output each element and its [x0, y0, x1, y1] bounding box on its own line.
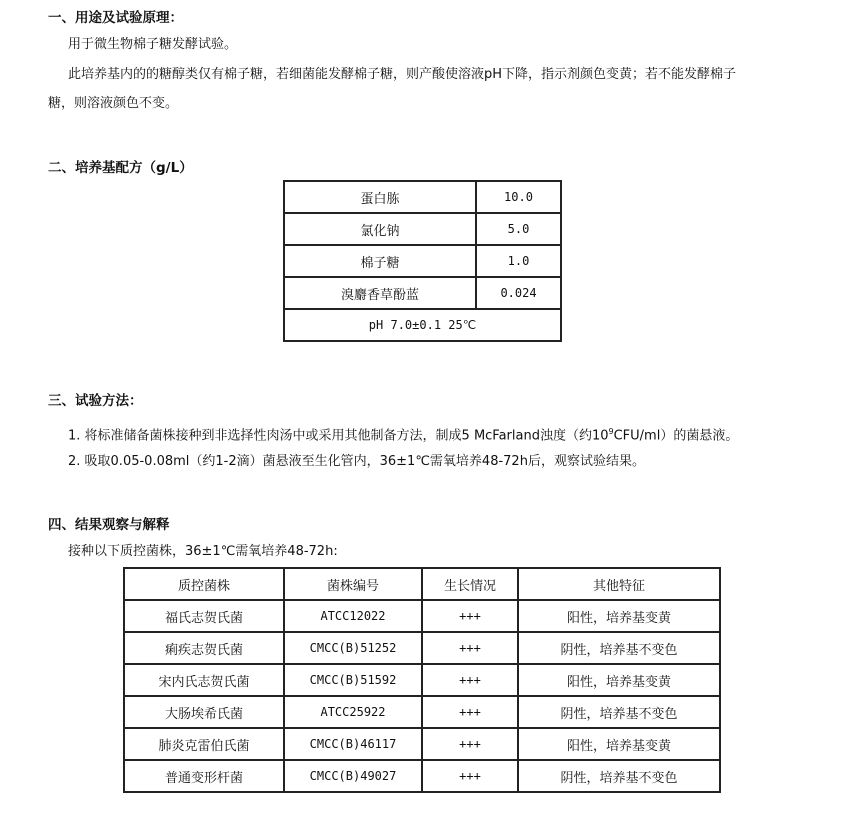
method-step-1-text-end: CFU/ml）的菌悬液。: [613, 428, 739, 444]
table-row: [124, 728, 720, 760]
section1-paragraph-2-line-2: 糖，则溶液颜色不变。: [48, 96, 179, 111]
growth: +++: [422, 728, 518, 760]
table-header-row: [124, 568, 720, 600]
characteristics: 阳性，培养基变黄: [518, 664, 720, 696]
table-row: [124, 696, 720, 728]
strain-name: 痢疾志贺氏菌: [124, 632, 284, 664]
quality-control-table: [123, 567, 721, 793]
characteristics: 阴性，培养基不变色: [518, 632, 720, 664]
strain-code: CMCC(B)49027: [284, 760, 422, 792]
section1-paragraph-2-line-1: 此培养基内的的糖醇类仅有棉子糖，若细菌能发酵棉子糖，则产酸使溶液pH下降，指示剂颜色变黄；若不能发酵棉子: [68, 67, 737, 82]
strain-name: 大肠埃希氏菌: [124, 696, 284, 728]
formula-row: [284, 181, 561, 213]
table-row: [124, 760, 720, 792]
column-header: 生长情况: [422, 568, 518, 600]
strain-name: 普通变形杆菌: [124, 760, 284, 792]
table-row: [124, 664, 720, 696]
formula-row: [284, 213, 561, 245]
method-step-1-text: 1. 将标准储备菌株接种到非选择性肉汤中或采用其他制备方法，制成5 McFarland浊度（约10: [68, 428, 609, 444]
ingredient-name: 氯化钠: [284, 213, 476, 245]
table-row: [124, 632, 720, 664]
strain-name: 宋内氏志贺氏菌: [124, 664, 284, 696]
strain-code: CMCC(B)51252: [284, 632, 422, 664]
characteristics: 阳性，培养基变黄: [518, 728, 720, 760]
column-header: 菌株编号: [284, 568, 422, 600]
formula-row: [284, 277, 561, 309]
ingredient-name: 棉子糖: [284, 245, 476, 277]
section1-paragraph-1: 用于微生物棉子糖发酵试验。: [68, 37, 238, 52]
ph-value: pH 7.0±0.1 25℃: [284, 309, 561, 341]
table-row: [124, 600, 720, 632]
ingredient-value: 0.024: [476, 277, 561, 309]
ingredient-value: 1.0: [476, 245, 561, 277]
growth: +++: [422, 760, 518, 792]
strain-name: 福氏志贺氏菌: [124, 600, 284, 632]
method-step-2: 2. 吸取0.05-0.08ml（约1-2滴）菌悬液至生化管内，36±1℃需氧培养48-72h后，观察试验结果。: [68, 454, 645, 469]
section4-heading: 四、结果观察与解释: [48, 517, 170, 533]
strain-name: 肺炎克雷伯氏菌: [124, 728, 284, 760]
ingredient-value: 10.0: [476, 181, 561, 213]
formula-footer-row: [284, 309, 561, 341]
section1-heading: 一、用途及试验原理：: [48, 10, 183, 26]
column-header: 其他特征: [518, 568, 720, 600]
ingredient-name: 溴麝香草酚蓝: [284, 277, 476, 309]
characteristics: 阴性，培养基不变色: [518, 760, 720, 792]
section3-heading: 三、试验方法：: [48, 393, 143, 409]
method-step-1-exponent: 9: [608, 427, 614, 436]
strain-code: CMCC(B)46117: [284, 728, 422, 760]
growth: +++: [422, 632, 518, 664]
section2-heading: 二、培养基配方（g/L）: [48, 160, 193, 176]
growth: +++: [422, 600, 518, 632]
growth: +++: [422, 696, 518, 728]
formula-table: [283, 180, 562, 342]
strain-code: CMCC(B)51592: [284, 664, 422, 696]
strain-code: ATCC12022: [284, 600, 422, 632]
ingredient-value: 5.0: [476, 213, 561, 245]
growth: +++: [422, 664, 518, 696]
formula-row: [284, 245, 561, 277]
characteristics: 阴性，培养基不变色: [518, 696, 720, 728]
characteristics: 阳性，培养基变黄: [518, 600, 720, 632]
ingredient-name: 蛋白胨: [284, 181, 476, 213]
strain-code: ATCC25922: [284, 696, 422, 728]
column-header: 质控菌株: [124, 568, 284, 600]
section4-intro: 接种以下质控菌株，36±1℃需氧培养48-72h:: [68, 544, 338, 559]
